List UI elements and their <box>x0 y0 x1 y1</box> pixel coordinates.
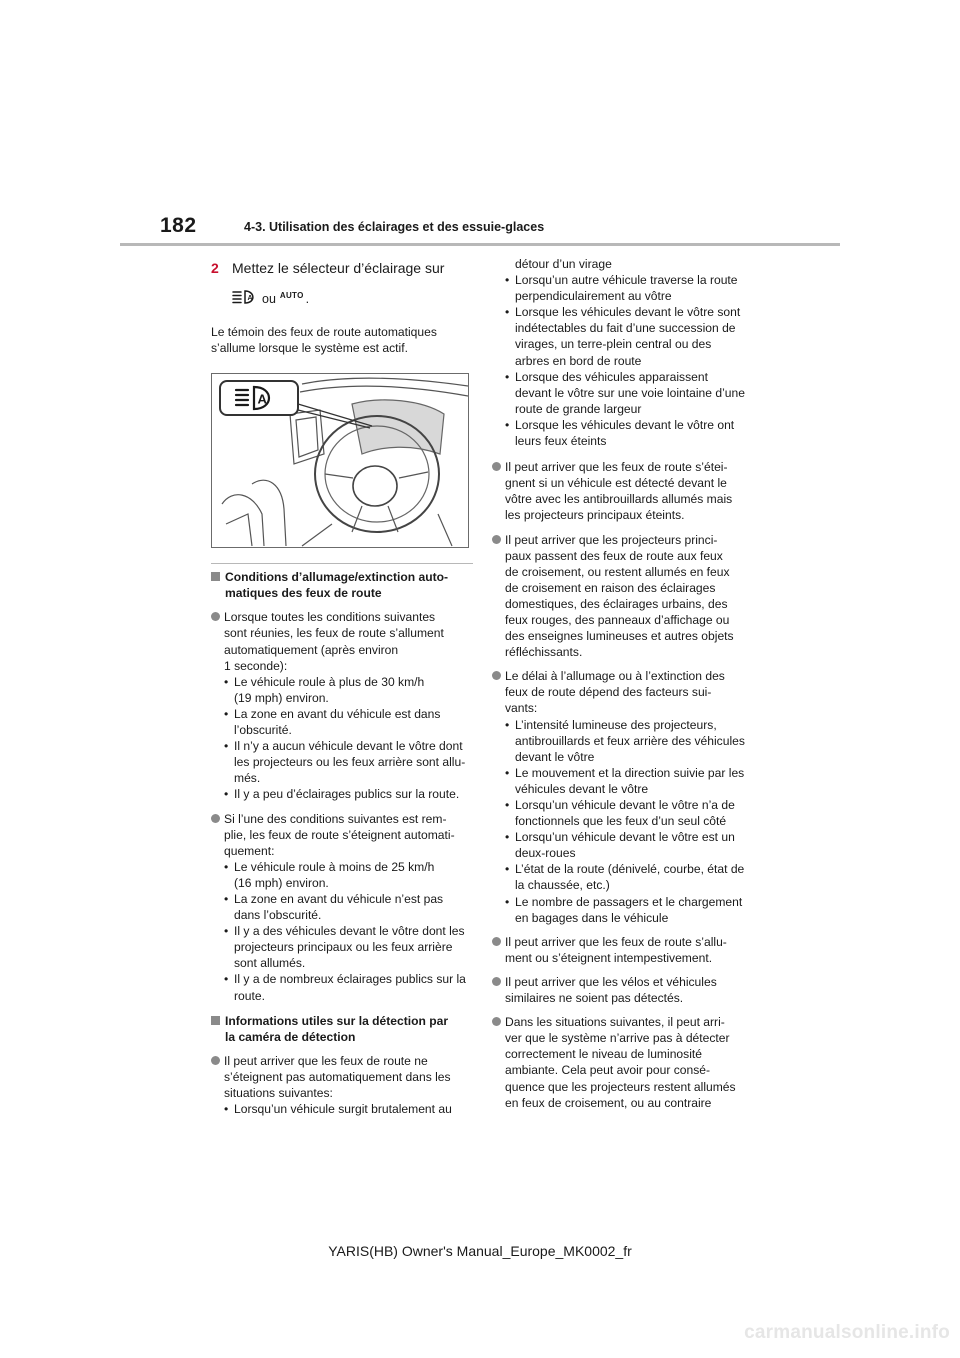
sub-item <box>224 786 465 802</box>
text-line: feux rouges, des panneaux d’affichage ou <box>505 612 730 627</box>
auto-mode-icon: AUTO <box>279 290 304 300</box>
text-line: Le véhicule roule à plus de 30 km/h <box>234 674 425 689</box>
text-line: Lorsque les véhicules devant le vôtre ont <box>515 417 735 432</box>
text-line: gnent si un véhicule est détecté devant le <box>505 476 727 491</box>
text-line: Il peut arriver que les vélos et véhicules <box>505 974 717 989</box>
text-line: les projecteurs principaux éteints. <box>505 508 685 523</box>
text-line: Le délai à l’allumage ou à l’extinction des <box>505 669 725 684</box>
bullet-body <box>224 609 465 802</box>
sub-item <box>224 738 465 786</box>
text-line: indétectables du fait d’une succession de <box>515 321 736 336</box>
sub-bullet: • <box>505 765 510 780</box>
text-line: sont allumés. <box>234 956 306 971</box>
text-line: similaires ne soient pas détectés. <box>505 991 684 1006</box>
text-line: situations suivantes: <box>224 1086 333 1100</box>
bullet-body <box>224 1053 452 1117</box>
text-line: Dans les situations suivantes, il peut arri- <box>505 1015 725 1030</box>
text-line: route de grande largeur <box>515 401 642 416</box>
bullet-item <box>211 609 473 802</box>
bullet-item <box>492 934 754 966</box>
continuation <box>492 256 754 449</box>
text-line: Il n’y a aucun véhicule devant le vôtre dont <box>234 739 463 754</box>
bullet-item <box>492 974 754 1006</box>
text-line: arbres en bord de route <box>515 353 642 368</box>
text-line: des enseignes lumineuses et autres objets <box>505 629 734 644</box>
sub-item <box>505 797 745 829</box>
text-line: devant le vôtre <box>515 749 595 764</box>
sub-item <box>224 971 466 1003</box>
text-line: devant le vôtre sur une voie lointaine d’une <box>515 385 745 400</box>
sub-bullet: • <box>224 706 229 721</box>
step-icons <box>232 288 473 310</box>
bullet-item <box>211 811 473 1004</box>
circle-bullet-icon <box>492 671 501 680</box>
sub-bullet: • <box>505 894 510 909</box>
text-line: Il y a des véhicules devant le vôtre dont les <box>234 924 465 939</box>
text-line: réfléchissants. <box>505 645 583 660</box>
sub-bullet: • <box>224 891 229 906</box>
right-column <box>492 256 754 1111</box>
sub-bullet: • <box>505 305 510 320</box>
sub-item <box>505 369 754 417</box>
sub-item <box>224 706 465 738</box>
step-number: 2 <box>211 260 219 276</box>
text-line: Il peut arriver que les projecteurs princi- <box>505 532 718 547</box>
sub-bullet: • <box>505 417 510 432</box>
text-line: Il y a peu d’éclairages publics sur la route. <box>234 787 460 802</box>
bullet-body <box>505 459 732 523</box>
sub-item <box>505 304 754 368</box>
text-line: ver que le système n’arrive pas à détecter <box>505 1031 730 1046</box>
intro-text: Le témoin des feux de route automatiques s’allume lorsque le système est actif. <box>211 325 437 356</box>
text-line: perpendiculairement au vôtre <box>515 289 672 304</box>
text-line: plie, les feux de route s’éteignent automati- <box>224 827 455 842</box>
text-line: Si l’une des conditions suivantes est rem- <box>224 811 447 826</box>
text-line: vants: <box>505 701 538 716</box>
text-line: Lorsqu’un autre véhicule traverse la route <box>515 273 738 288</box>
sub-bullet: • <box>505 369 510 384</box>
page-number: 182 <box>160 214 197 237</box>
text-line: ambiante. Cela peut avoir pour consé- <box>505 1063 711 1078</box>
text-line: ment ou s’éteignent intempestivement. <box>505 950 713 965</box>
text-line: en bagages dans le véhicule <box>515 910 669 925</box>
text-line: Il peut arriver que les feux de route s’allu- <box>505 934 727 949</box>
heading-line: Conditions d’allumage/extinction auto- <box>225 570 449 585</box>
watermark-text: carmanualsonline.info <box>744 1322 950 1343</box>
text-line: de croisement, ou restent allumés en feux <box>505 564 730 579</box>
sub-bullet: • <box>224 674 229 689</box>
text-line: leurs feux éteints <box>515 434 607 449</box>
text-line: fonctionnels que les feux d’un seul côté <box>515 814 727 829</box>
connector-text: ou <box>262 291 276 306</box>
text-line: sont réunies, les feux de route s’allument <box>224 626 444 641</box>
text-line: La zone en avant du véhicule est dans <box>234 706 441 721</box>
sub-bullet: • <box>224 972 229 987</box>
sub-bullet: • <box>224 787 229 802</box>
sub-bullet: • <box>505 830 510 845</box>
circle-bullet-icon <box>492 462 501 471</box>
text-line: l’obscurité. <box>234 723 292 738</box>
bullet-body <box>505 974 717 1006</box>
text-line: deux-roues <box>515 846 576 861</box>
bullet-body <box>505 1014 736 1111</box>
bullet-item <box>492 1014 754 1111</box>
text-line: dans l’obscurité. <box>234 908 322 923</box>
bullet-body <box>505 934 727 966</box>
section-heading <box>211 1013 473 1045</box>
text-line: (19 mph) environ. <box>234 690 329 705</box>
text-line: de croisement en raison des éclairages <box>505 580 716 595</box>
svg-text:A: A <box>257 391 267 407</box>
text-line: (16 mph) environ. <box>234 875 329 890</box>
text-line: véhicules devant le vôtre <box>515 781 649 796</box>
text-line: paux passent des feux de route aux feux <box>505 548 723 563</box>
bullet-item <box>211 1053 473 1117</box>
text-line: en feux de croisement, ou au contraire <box>505 1095 712 1110</box>
left-column <box>211 256 473 1117</box>
sub-bullet: • <box>505 273 510 288</box>
sub-item <box>505 417 754 449</box>
sub-bullet: • <box>224 859 229 874</box>
sub-bullet: • <box>505 862 510 877</box>
text-line: feux de route dépend des facteurs sui- <box>505 685 712 700</box>
circle-bullet-icon <box>492 977 501 986</box>
text-line: vôtre avec les antibrouillards allumés mais <box>505 492 733 507</box>
dashboard-illustration <box>211 373 469 548</box>
text-line: més. <box>234 771 261 786</box>
text-line: Lorsque les véhicules devant le vôtre sont <box>515 305 741 320</box>
text-line: L’état de la route (dénivelé, courbe, état de <box>515 862 745 877</box>
text-line: la chaussée, etc.) <box>515 878 610 893</box>
step-end: . <box>305 291 310 306</box>
text-line: L’intensité lumineuse des projecteurs, <box>515 717 717 732</box>
bullet-body <box>224 811 466 1004</box>
circle-bullet-icon <box>492 937 501 946</box>
sub-item <box>224 891 466 923</box>
text-line: Lorsqu’un véhicule surgit brutalement au <box>234 1102 452 1117</box>
sub-item <box>505 894 745 926</box>
bullet-item <box>492 668 754 926</box>
square-bullet-icon <box>211 572 220 581</box>
text-line: Lorsque des véhicules apparaissent <box>515 369 708 384</box>
text-line: les projecteurs ou les feux arrière sont allu- <box>234 755 466 770</box>
heading-line: matiques des feux de route <box>225 586 382 601</box>
circle-bullet-icon <box>211 612 220 621</box>
text-line: Lorsqu’un véhicule devant le vôtre n’a de <box>515 798 735 812</box>
sub-bullet: • <box>224 1102 229 1117</box>
circle-bullet-icon <box>492 535 501 544</box>
section-title: 4-3. Utilisation des éclairages et des essuie-glaces <box>244 220 545 234</box>
sub-item <box>224 1101 452 1117</box>
text-line: virages, un terre-plein central ou des <box>515 337 712 352</box>
text-line: correctement le niveau de luminosité <box>505 1047 702 1062</box>
text-line: antibrouillards et feux arrière des véhicules <box>515 733 745 748</box>
auto-high-beam-icon <box>232 289 258 309</box>
sub-item <box>224 859 466 891</box>
circle-bullet-icon <box>211 1056 220 1065</box>
sub-item <box>224 923 466 971</box>
sub-bullet: • <box>505 717 510 732</box>
bullet-body <box>505 668 745 926</box>
text-line: Il peut arriver que les feux de route s’étei- <box>505 460 728 475</box>
sub-item <box>505 272 754 304</box>
sub-item <box>505 861 745 893</box>
sub-item <box>505 765 745 797</box>
text-line: automatiquement (après environ <box>224 642 399 657</box>
heading-line: Informations utiles sur la détection par <box>225 1013 449 1028</box>
sub-bullet: • <box>505 798 510 812</box>
bullet-body <box>505 532 734 661</box>
circle-bullet-icon <box>211 814 220 823</box>
sub-item <box>224 674 465 706</box>
text-line: route. <box>234 988 265 1003</box>
text-line: quement: <box>224 843 275 858</box>
svg-text:A: A <box>247 294 253 302</box>
text-line: s’éteignent pas automatiquement dans les <box>224 1069 451 1084</box>
sub-bullet: • <box>224 739 229 754</box>
section-divider <box>211 563 473 564</box>
text-line: 1 seconde): <box>224 658 288 673</box>
text-line: quence que les projecteurs restent allumés <box>505 1079 736 1094</box>
header-rule <box>120 243 840 246</box>
bullet-item <box>492 459 754 523</box>
footer-text: YARIS(HB) Owner's Manual_Europe_MK0002_fr <box>328 1243 632 1259</box>
text-line: détour d’un virage <box>515 257 612 271</box>
square-bullet-icon <box>211 1016 220 1025</box>
sub-bullet: • <box>224 924 229 939</box>
text-line: Le nombre de passagers et le chargement <box>515 894 743 909</box>
text-line: Le véhicule roule à moins de 25 km/h <box>234 859 435 874</box>
sub-item <box>505 717 745 765</box>
text-line: projecteurs principaux ou les feux arrière <box>234 940 453 955</box>
text-line: Le mouvement et la direction suivie par les <box>515 765 745 780</box>
step-text: Mettez le sélecteur d’éclairage sur <box>232 260 445 276</box>
text-line: Il peut arriver que les feux de route ne <box>224 1053 428 1068</box>
text-line: La zone en avant du véhicule n’est pas <box>234 891 444 906</box>
circle-bullet-icon <box>492 1017 501 1026</box>
text-line: Il y a de nombreux éclairages publics sur la <box>234 972 466 987</box>
bullet-item <box>492 532 754 661</box>
text-line: Lorsqu’un véhicule devant le vôtre est un <box>515 830 735 845</box>
sub-item <box>505 829 745 861</box>
text-line: domestiques, des éclairages urbains, des <box>505 596 728 611</box>
heading-line: la caméra de détection <box>225 1029 356 1044</box>
section-heading <box>211 569 473 601</box>
step-2 <box>211 258 473 278</box>
text-line: Lorsque toutes les conditions suivantes <box>224 610 436 625</box>
